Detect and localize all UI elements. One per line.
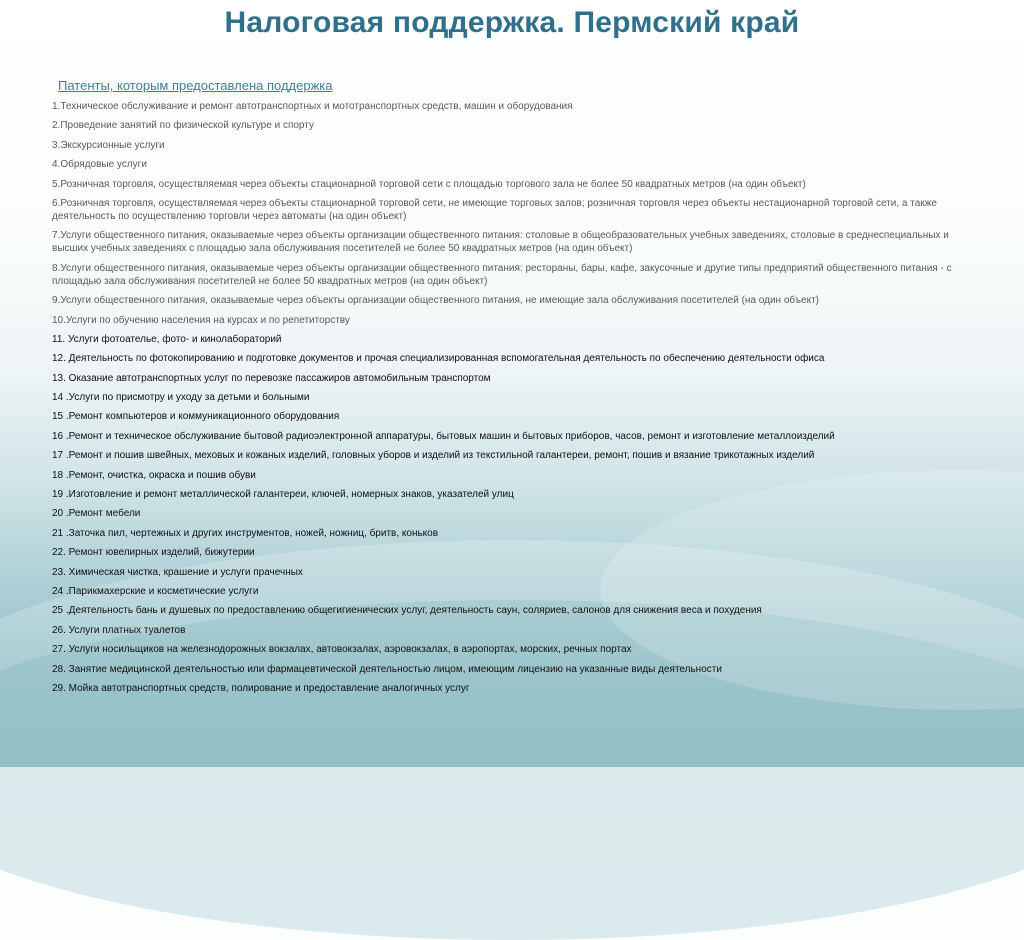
list-item: 22. Ремонт ювелирных изделий, бижутерии: [52, 547, 255, 559]
list-item: 24 .Парикмахерские и косметические услуги: [52, 585, 259, 597]
list-item: 19 .Изготовление и ремонт металлической галантереи, ключей, номерных знаков, указателей улиц: [52, 489, 514, 501]
list-item: 14 .Услуги по присмотру и уходу за детьми и больными: [52, 392, 310, 404]
list-item: 27. Услуги носильщиков на железнодорожных вокзалах, автовокзалах, аэровокзалах, в аэропортах, морских, речных портах: [52, 644, 632, 656]
list-item: 5.Розничная торговля, осуществляемая через объекты стационарной торговой сети с площадью торгового зала не более 50 квадратных метров (на один объект): [52, 178, 806, 190]
list-item: 25 .Деятельность бань и душевых по предоставлению общегигиенических услуг, деятельность саун, соляриев, салонов для снижения веса и похудения: [52, 605, 762, 617]
patent-list: [52, 100, 972, 701]
list-item: 26. Услуги платных туалетов: [52, 624, 186, 636]
list-item: 15 .Ремонт компьютеров и коммуникационного оборудования: [52, 411, 340, 423]
list-item: 3.Экскурсионные услуги: [52, 139, 165, 151]
list-item: 6.Розничная торговля, осуществляемая через объекты стационарной торговой сети, не имеющие торговых залов; розничная торговля через объекты нестационарной торговой сети, а также деятельность по осуществлению торговли через автоматы (на один объект): [52, 197, 937, 222]
list-item: 29. Мойка автотранспортных средств, полирование и предоставление аналогичных услуг: [52, 682, 470, 694]
list-item: 28. Занятие медицинской деятельностью или фармацевтической деятельностью лицом, имеющим лицензию на указанные виды деятельности: [52, 663, 722, 675]
list-item: 10.Услуги по обучению населения на курсах и по репетиторству: [52, 314, 350, 326]
list-item: 21 .Заточка пил, чертежных и других инструментов, ножей, ножниц, бритв, коньков: [52, 527, 439, 539]
list-item: 13. Оказание автотранспортных услуг по перевозке пассажиров автомобильным транспортом: [52, 372, 491, 384]
list-item: 18 .Ремонт, очистка, окраска и пошив обуви: [52, 469, 256, 481]
list-item: 17 .Ремонт и пошив швейных, меховых и кожаных изделий, головных уборов и изделий из текстильной галантереи, ремонт, пошив и вязание трикотажных изделий: [52, 450, 815, 462]
slide-subtitle: Патенты, которым предоставлена поддержка: [58, 78, 333, 93]
list-item: 11. Услуги фотоателье, фото- и кинолабораторий: [52, 333, 282, 345]
list-item: 12. Деятельность по фотокопированию и подготовке документов и прочая специализированная вспомогательная деятельность по обеспечению деятельности офиса: [52, 353, 825, 365]
list-item: 4.Обрядовые услуги: [52, 159, 147, 171]
list-item: 2.Проведение занятий по физической культуре и спорту: [52, 120, 314, 132]
list-item: 8.Услуги общественного питания, оказываемые через объекты организации общественного питания: рестораны, бары, кафе, закусочные и другие типы предприятий общественного питания - с площадью зала обслуживания посетителей не более 50 квадратных метров (на один объект): [52, 262, 952, 287]
list-item: 7.Услуги общественного питания, оказываемые через объекты организации общественного питания: столовые в общеобразовательных учебных заведениях, столовые в среднеспециальных и высших учебных заведениях с площадью зала обслуживания посетителей не более 50 квадратных метров (на один объект): [52, 230, 949, 255]
list-item: 16 .Ремонт и техническое обслуживание бытовой радиоэлектронной аппаратуры, бытовых машин и бытовых приборов, часов, ремонт и изготовление металлоизделий: [52, 430, 835, 442]
list-item: 1.Техническое обслуживание и ремонт автотранспортных и мототранспортных средств, машин и оборудования: [52, 101, 573, 112]
slide-title: Налоговая поддержка. Пермский край: [224, 6, 800, 39]
list-item: 9.Услуги общественного питания, оказываемые через объекты организации общественного питания, не имеющие зала обслуживания посетителей (на один объект): [52, 295, 820, 307]
list-item: 20 .Ремонт мебели: [52, 508, 141, 520]
list-item: 23. Химическая чистка, крашение и услуги прачечных: [52, 566, 303, 578]
